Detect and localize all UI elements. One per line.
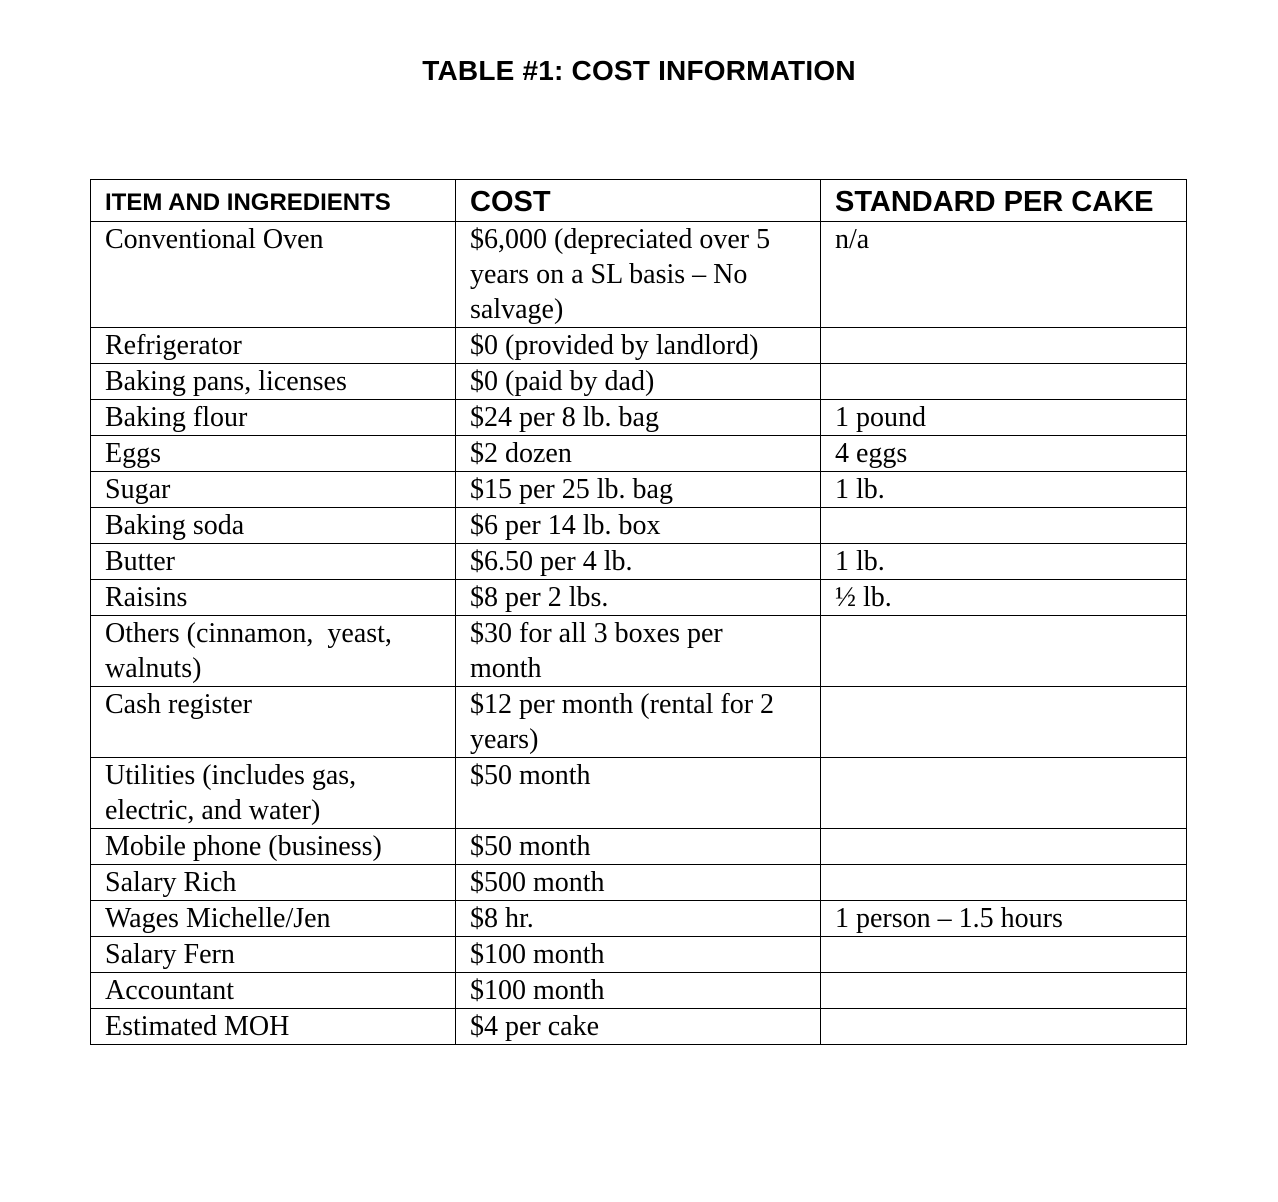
cost-cell: $15 per 25 lb. bag xyxy=(456,472,821,508)
cost-cell: $0 (paid by dad) xyxy=(456,364,821,400)
item-cell: Cash register xyxy=(91,687,456,758)
table-row xyxy=(91,1009,1187,1045)
table-row xyxy=(91,865,1187,901)
cost-cell: $2 dozen xyxy=(456,436,821,472)
table-row xyxy=(91,758,1187,829)
item-cell: Refrigerator xyxy=(91,328,456,364)
item-cell: Baking soda xyxy=(91,508,456,544)
item-cell: Butter xyxy=(91,544,456,580)
item-cell: Salary Rich xyxy=(91,865,456,901)
item-cell: Estimated MOH xyxy=(91,1009,456,1045)
standard-cell xyxy=(821,687,1187,758)
table-row xyxy=(91,508,1187,544)
cost-cell: $50 month xyxy=(456,758,821,829)
table-header-row xyxy=(91,180,1187,222)
column-header-cost: COST xyxy=(456,180,821,222)
standard-cell xyxy=(821,328,1187,364)
cost-cell xyxy=(456,222,821,328)
standard-cell xyxy=(821,865,1187,901)
standard-cell: 4 eggs xyxy=(821,436,1187,472)
table-row xyxy=(91,580,1187,616)
table-row xyxy=(91,328,1187,364)
item-cell: Others (cinnamon, yeast, walnuts) xyxy=(91,616,456,687)
cost-cell: $4 per cake xyxy=(456,1009,821,1045)
cost-cell-text: $6,000 (depreciated over 5 years on a SL basis – No salvage) xyxy=(470,224,771,325)
standard-cell xyxy=(821,973,1187,1009)
table-row xyxy=(91,687,1187,758)
item-cell: Sugar xyxy=(91,472,456,508)
standard-cell: 1 person – 1.5 hours xyxy=(821,901,1187,937)
item-cell: Salary Fern xyxy=(91,937,456,973)
item-cell: Accountant xyxy=(91,973,456,1009)
cost-cell: $24 per 8 lb. bag xyxy=(456,400,821,436)
cost-cell: $100 month xyxy=(456,973,821,1009)
item-cell: Wages Michelle/Jen xyxy=(91,901,456,937)
standard-cell: 1 lb. xyxy=(821,544,1187,580)
cost-cell: $100 month xyxy=(456,937,821,973)
item-cell: Baking flour xyxy=(91,400,456,436)
item-cell: Utilities (includes gas, electric, and water) xyxy=(91,758,456,829)
table-row xyxy=(91,937,1187,973)
table-row xyxy=(91,400,1187,436)
table-row xyxy=(91,973,1187,1009)
cost-cell: $6 per 14 lb. box xyxy=(456,508,821,544)
standard-cell xyxy=(821,616,1187,687)
column-header-item: ITEM AND INGREDIENTS xyxy=(91,180,456,222)
table-row xyxy=(91,901,1187,937)
standard-cell xyxy=(821,508,1187,544)
cost-cell: $8 hr. xyxy=(456,901,821,937)
cost-cell: $12 per month (rental for 2 years) xyxy=(456,687,821,758)
item-cell: Mobile phone (business) xyxy=(91,829,456,865)
standard-cell xyxy=(821,937,1187,973)
cost-information-table xyxy=(90,179,1187,1045)
table-row xyxy=(91,436,1187,472)
column-header-standard: STANDARD PER CAKE xyxy=(821,180,1187,222)
standard-cell: 1 pound xyxy=(821,400,1187,436)
item-cell: Conventional Oven xyxy=(91,222,456,328)
standard-cell: 1 lb. xyxy=(821,472,1187,508)
standard-cell xyxy=(821,829,1187,865)
item-cell: Eggs xyxy=(91,436,456,472)
item-cell: Raisins xyxy=(91,580,456,616)
standard-cell: n/a xyxy=(821,222,1187,328)
standard-cell xyxy=(821,758,1187,829)
cost-cell: $500 month xyxy=(456,865,821,901)
standard-cell xyxy=(821,1009,1187,1045)
table-row xyxy=(91,472,1187,508)
cost-cell: $30 for all 3 boxes per month xyxy=(456,616,821,687)
page-title: TABLE #1: COST INFORMATION xyxy=(422,55,856,86)
standard-cell xyxy=(821,364,1187,400)
table-row xyxy=(91,364,1187,400)
cost-cell: $6.50 per 4 lb. xyxy=(456,544,821,580)
standard-cell: ½ lb. xyxy=(821,580,1187,616)
item-cell: Baking pans, licenses xyxy=(91,364,456,400)
cost-cell: $0 (provided by landlord) xyxy=(456,328,821,364)
cost-cell: $50 month xyxy=(456,829,821,865)
table-row xyxy=(91,544,1187,580)
table-row xyxy=(91,616,1187,687)
table-row xyxy=(91,222,1187,328)
cost-cell: $8 per 2 lbs. xyxy=(456,580,821,616)
table-row xyxy=(91,829,1187,865)
